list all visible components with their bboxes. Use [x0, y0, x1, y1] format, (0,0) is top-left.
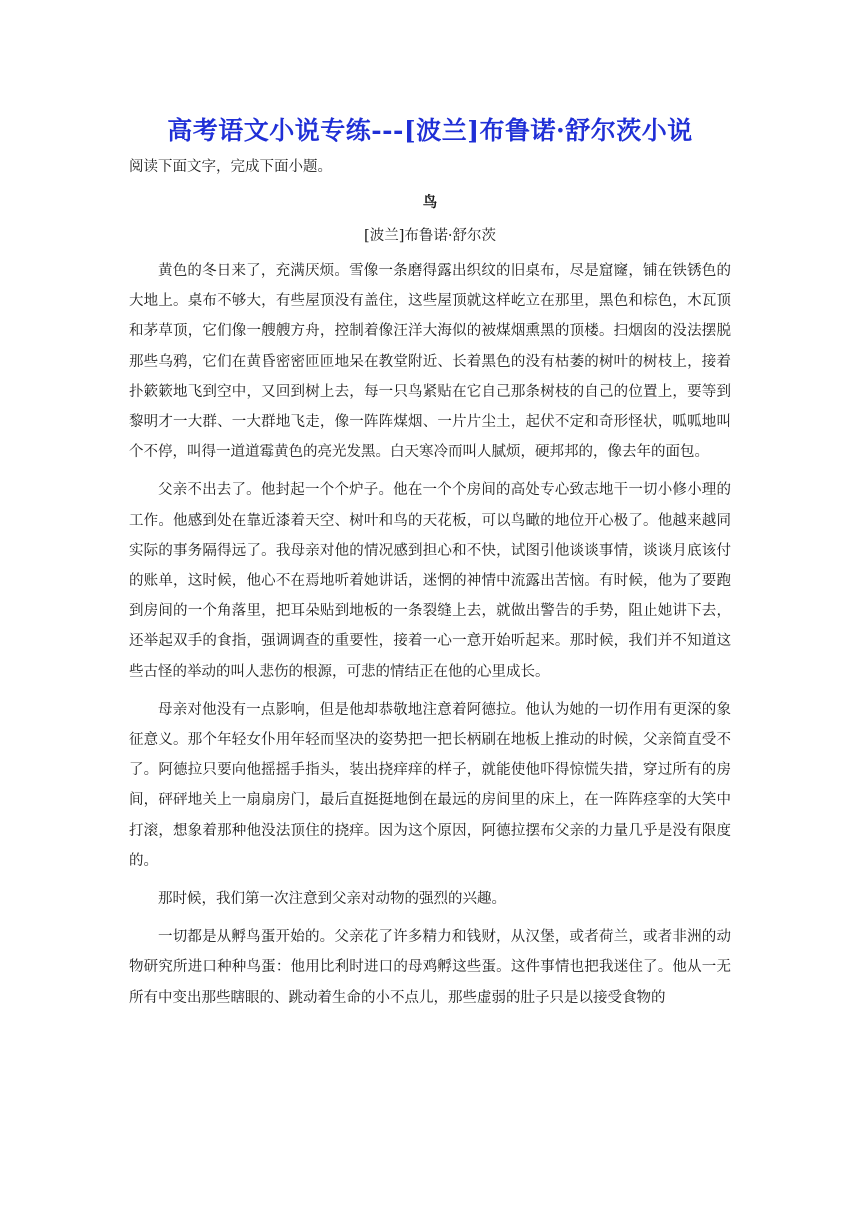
reading-instruction: 阅读下面文字，完成下面小题。: [129, 159, 332, 175]
story-body: [129, 256, 731, 1021]
story-paragraph: 父亲不出去了。他封起一个个炉子。他在一个个房间的高处专心致志地干一切小修小理的工作。他感到处在靠近漆着天空、树叶和鸟的天花板，可以鸟瞰的地位开心极了。他越来越同实际的事务隔得远了。我母亲对他的情况感到担心和不快，试图引他谈谈事情，谈谈月底该付的账单，这时候，他心不在焉地听着她讲话，迷惘的神情中流露出苦恼。有时候，他为了要跑到房间的一个角落里，把耳朵贴到地板的一条裂缝上去，就做出警告的手势，阻止她讲下去，还举起双手的食指，强调调查的重要性，接着一心一意开始听起来。那时候，我们并不知道这些古怪的举动的叫人悲伤的根源，可悲的情结正在他的心里成长。: [129, 482, 731, 680]
author-byline: [波兰]布鲁诺·舒尔茨: [364, 228, 496, 244]
story-paragraph: 黄色的冬日来了，充满厌烦。雪像一条磨得露出织纹的旧桌布，尽是窟窿，铺在铁锈色的大地上。桌布不够大，有些屋顶没有盖住，这些屋顶就这样屹立在那里，黑色和棕色，木瓦顶和茅草顶，它们像一艘艘方舟，控制着像汪洋大海似的被煤烟熏黑的顶楼。扫烟囱的没法摆脱那些乌鸦，它们在黄昏密密匝匝地呆在教堂附近、长着黑色的没有枯萎的树叶的树枝上，接着扑簌簌地飞到空中，又回到树上去，每一只鸟紧贴在它自己那条树枝的自己的位置上，要等到黎明才一大群、一大群地飞走，像一阵阵煤烟、一片片尘土，起伏不定和奇形怪状，呱呱地叫个不停，叫得一道道霉黄色的亮光发黑。白天寒冷而叫人腻烦，硬邦邦的，像去年的面包。: [129, 263, 731, 461]
document-title: 高考语文小说专练---[波兰]布鲁诺·舒尔茨小说: [167, 116, 693, 145]
story-title: 鸟: [422, 194, 438, 211]
story-paragraph: 那时候，我们第一次注意到父亲对动物的强烈的兴趣。: [158, 891, 506, 908]
story-paragraph: 一切都是从孵鸟蛋开始的。父亲花了许多精力和钱财，从汉堡，或者荷兰，或者非洲的动物研究所进口种种鸟蛋：他用比利时进口的母鸡孵这些蛋。这件事情也把我迷住了。他从一无所有中变出那些瞎眼的、跳动着生命的小不点儿，那些虚弱的肚子只是以接受食物的: [129, 929, 731, 1006]
story-paragraph: 母亲对他没有一点影响，但是他却恭敬地注意着阿德拉。他认为她的一切作用有更深的象征意义。那个年轻女仆用年轻而坚决的姿势把一把长柄刷在地板上推动的时候，父亲简直受不了。阿德拉只要向他摇摇手指头，装出挠痒痒的样子，就能使他吓得惊慌失措，穿过所有的房间，砰砰地关上一扇扇房门，最后直挺挺地倒在最远的房间里的床上，在一阵阵痉挛的大笑中打滚，想象着那种他没法顶住的挠痒。因为这个原因，阿德拉摆布父亲的力量几乎是没有限度的。: [129, 701, 731, 869]
